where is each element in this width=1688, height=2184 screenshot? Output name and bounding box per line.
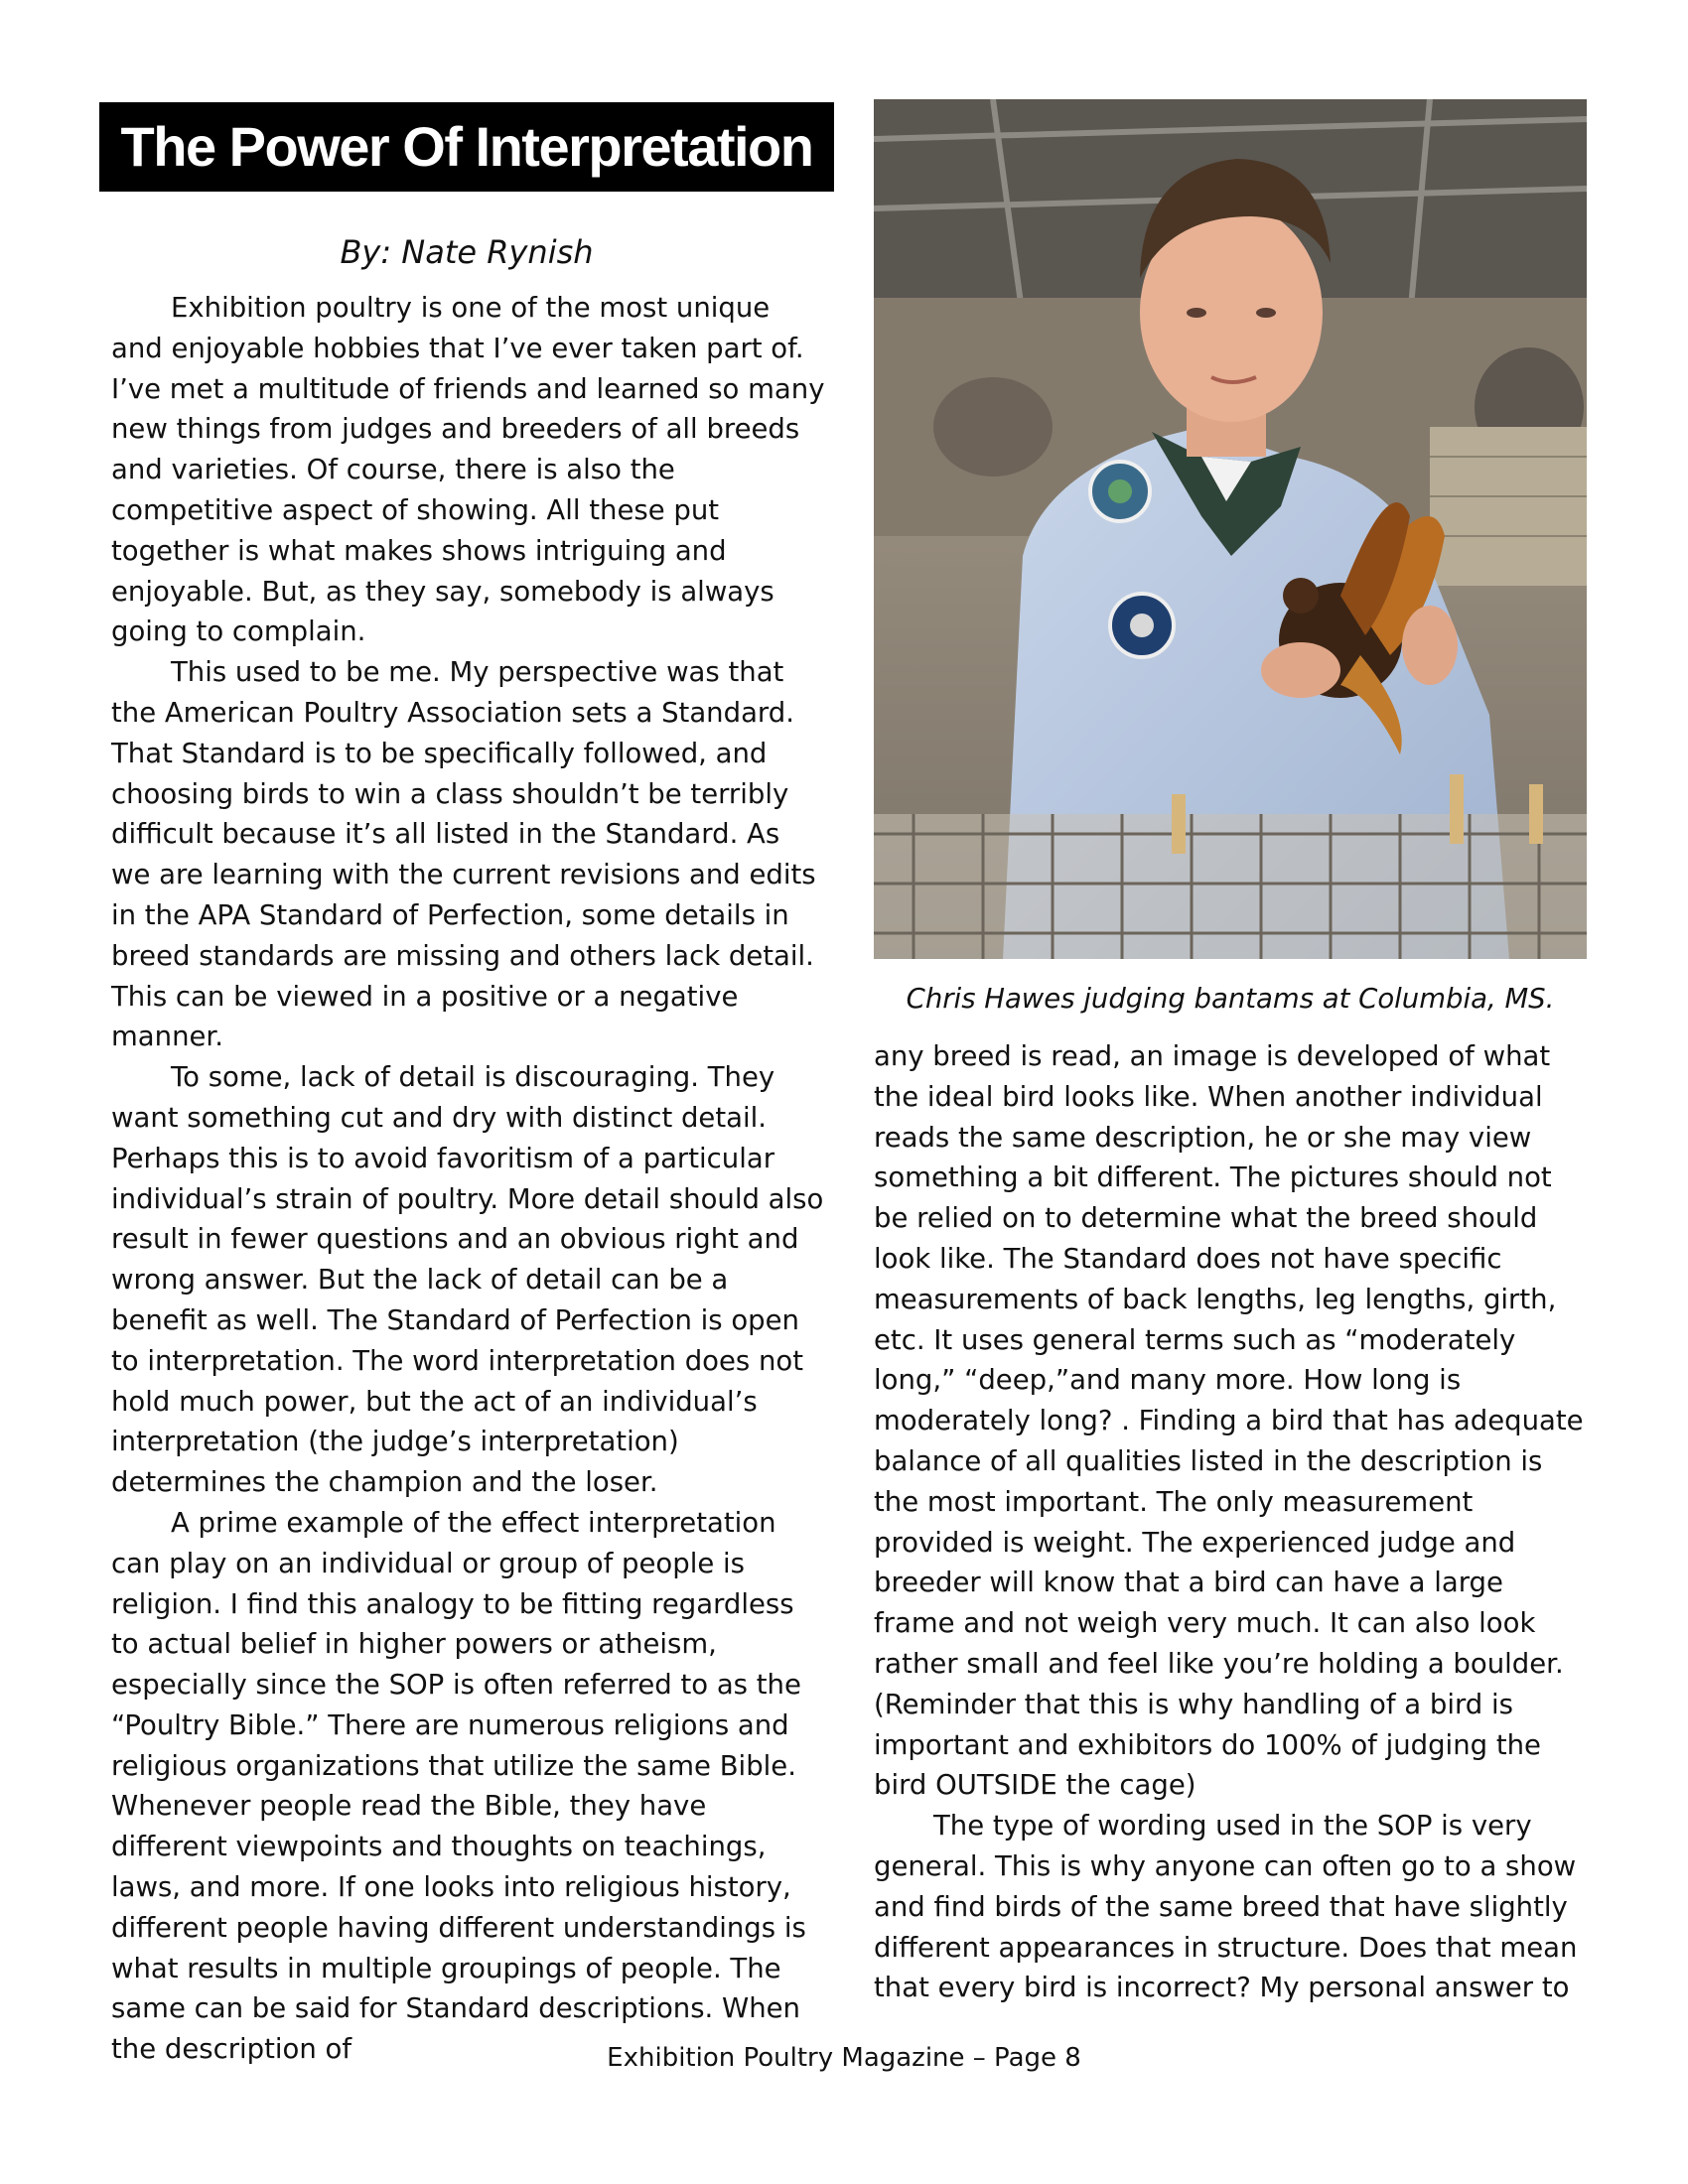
- paragraph: Exhibition poultry is one of the most unique and enjoyable hobbies that I’ve ever taken part of. I’ve met a multitude of friends and learned so many new things from judges and breeders of all breeds and varieties. Of course, there is also the competitive aspect of showing. All these put together is what makes shows intriguing and enjoyable. But, as they say, somebody is always going to complain.: [111, 292, 825, 648]
- paragraph: This used to be me. My perspective was that the American Poultry Association sets a Standard. That Standard is to be specifically followed, and choosing birds to win a class shouldn’t be terribly difficult because it’s all listed in the Standard. As we are learning with the current revisions and edits in the APA Standard of Perfection, some details in breed standards are missing and others lack detail. This can be viewed in a positive or a negative manner.: [111, 656, 816, 1053]
- photo-caption: Chris Hawes judging bantams at Columbia, MS.: [906, 983, 1555, 1015]
- right-column: [874, 1036, 1589, 2008]
- article-title: The Power Of Interpretation: [99, 102, 834, 192]
- judge-photo-illustration: [874, 99, 1587, 959]
- page-footer: Exhibition Poultry Magazine – Page 8: [607, 2043, 1081, 2073]
- judge-photo: [874, 99, 1587, 959]
- paragraph: any breed is read, an image is developed of what the ideal bird looks like. When another individual reads the same description, he or she may view something a bit different. The pictures should not be relied on to determine what the breed should look like. The Standard does not have specific measurements of back lengths, leg lengths, girth, etc. It uses general terms such as “moderately long,” “deep,”and many more. How long is moderately long? . Finding a bird that has adequate balance of all qualities listed in the description is the most important. The only measurement provided is weight. The experienced judge and breeder will know that a bird can have a large frame and not weigh very much. It can also look rather small and feel like you’re holding a boulder.(Reminder that this is why handling of a bird is important and exhibitors do 100% of judging the bird OUTSIDE the cage): [874, 1040, 1584, 1802]
- byline: By: Nate Rynish: [340, 233, 594, 271]
- paragraph: To some, lack of detail is discouraging. They want something cut and dry with distinct detail. Perhaps this is to avoid favoritism of a particular individual’s strain of poultry. More detail should also result in fewer questions and an obvious right and wrong answer. But the lack of detail can be a benefit as well. The Standard of Perfection is open to interpretation. The word interpretation does not hold much power, but the act of an individual’s interpretation (the judge’s interpretation) determines the champion and the loser.: [111, 1061, 824, 1499]
- left-column: [111, 288, 826, 2070]
- paragraph: The type of wording used in the SOP is very general. This is why anyone can often go to a show and find birds of the same breed that have slightly different appearances in structure. Does that mean that every bird is incorrect? My personal answer to: [874, 1810, 1578, 2004]
- paragraph: A prime example of the effect interpretation can play on an individual or group of people is religion. I find this analogy to be fitting regardless to actual belief in higher powers or atheism, especially since the SOP is often referred to as the “Poultry Bible.” There are numerous religions and religious organizations that utilize the same Bible. Whenever people read the Bible, they have different viewpoints and thoughts on teachings, laws, and more. If one looks into religious history, different people having different understandings is what results in multiple groupings of people. The same can be said for Standard descriptions. When the description of: [111, 1506, 806, 2066]
